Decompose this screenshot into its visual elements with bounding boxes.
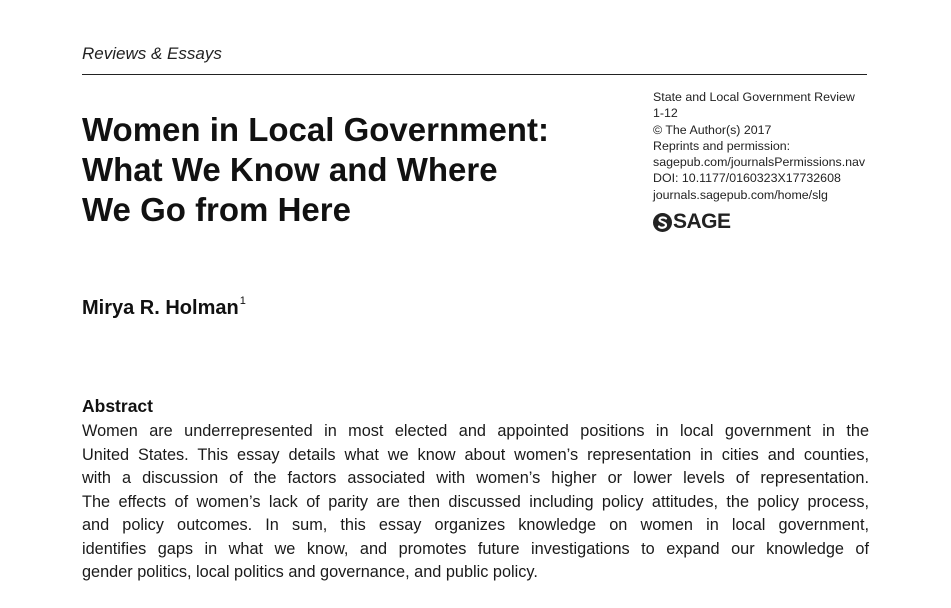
article-title-line: What We Know and Where [82, 151, 498, 188]
journal-metadata [653, 89, 865, 203]
journal-link[interactable]: journals.sagepub.com/home/slg [653, 187, 828, 202]
reprints-link[interactable]: sagepub.com/journalsPermissions.nav [653, 155, 866, 170]
article-title [82, 110, 642, 230]
abstract-line: gender politics, local politics and governance, and public policy. [82, 563, 538, 581]
affiliation-mark[interactable]: 1 [239, 295, 246, 307]
doi[interactable]: DOI: 10.1177/0160323X17732608 [653, 171, 841, 186]
abstract-line: with a discussion of the factors associated with women’s higher or lower levels of representation. [82, 469, 869, 487]
sage-logo-icon [653, 213, 672, 232]
reprints-label: Reprints and permission: [653, 138, 791, 153]
abstract-line: The effects of women’s lack of parity are then discussed including policy attitudes, the policy process, [82, 492, 869, 511]
article-title-line: We Go from Here [82, 191, 351, 228]
sage-logo-text: SAGE [673, 210, 731, 233]
header-divider [82, 74, 867, 75]
abstract-line: and policy outcomes. In sum, this essay organizes knowledge on women in local government, [82, 516, 869, 534]
abstract-line: United States. This essay details what we know about women’s representation in cities and counties, [82, 445, 869, 464]
abstract-heading: Abstract [82, 396, 153, 416]
sage-logo [653, 209, 731, 235]
abstract-line: Women are underrepresented in most elected and appointed positions in local government in the [82, 422, 869, 440]
author-name [82, 297, 246, 320]
copyright: © The Author(s) 2017 [653, 122, 772, 137]
author-name-text: Mirya R. Holman [82, 297, 239, 319]
section-label: Reviews & Essays [82, 44, 222, 63]
page-range: 1-12 [653, 106, 678, 121]
journal-name: State and Local Government Review [653, 90, 855, 104]
abstract-line: identifies gaps in what we know, and promotes future investigations to expand our knowledge of [82, 539, 869, 558]
abstract-body [82, 420, 869, 585]
article-title-line: Women in Local Government: [82, 111, 549, 148]
